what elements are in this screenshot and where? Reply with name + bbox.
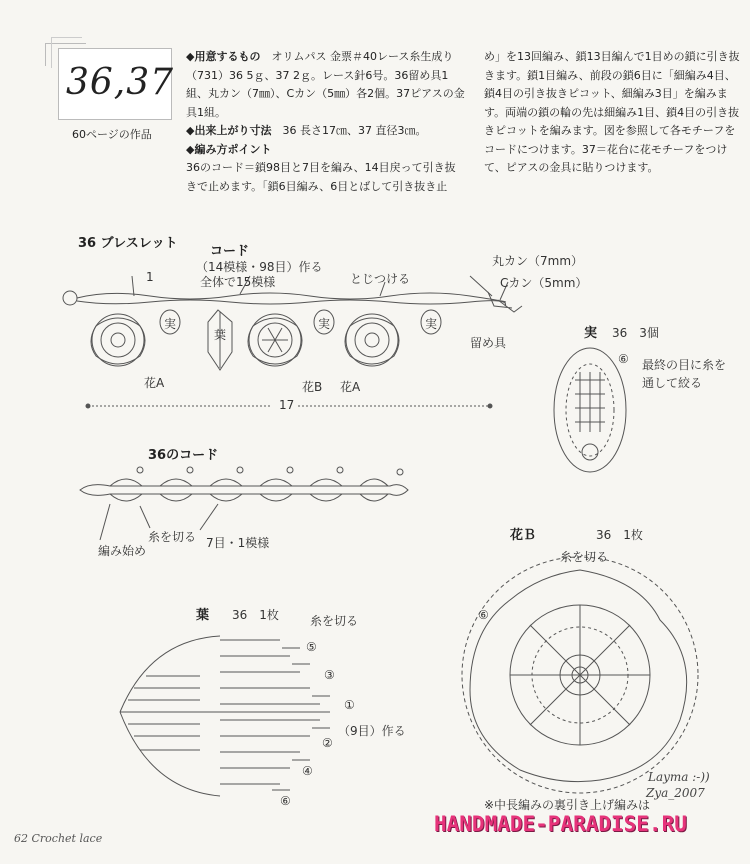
flower-b-chart [462,557,698,793]
cord-chart-title: 36のコード [148,448,219,463]
flower-a-left [91,314,145,366]
size-heading: ◆出来上がり寸法 [186,124,272,137]
berry-count: 36 3個 [612,326,659,340]
berry-round-marker: ⑥ [618,352,629,366]
cord-label: コード [210,244,250,259]
cord-detail-1: （14模様・98目）作る [196,260,323,274]
watermark-brand: HANDMADE-PARADISE.RU [434,812,687,836]
flower-b-count: 36 1枚 [596,528,643,542]
leaf-char: 葉 [214,328,227,342]
leaf-row-2: ② [322,736,333,750]
flower-b-cut: 糸を切る [560,550,609,564]
flower-b-round: ⑥ [478,608,489,622]
bracelet-cord-diagram [63,276,522,312]
signature-1: Layma :-)) [648,770,710,784]
leaf-cut: 糸を切る [310,614,359,628]
points-text: 36のコード＝鎖98目と7目を編み、14目戻って引き抜きで止めます。「鎖6目編み、6目とばして引き抜き止 [186,161,456,193]
ring1-label: 丸カン（7mm） [492,254,584,268]
size-text: 36 長さ17㎝、37 直径3㎝。 [282,124,427,137]
leaf-row-4: ④ [302,764,313,778]
berry-note-1: 最終の目に糸を [642,358,727,372]
cord-chart [80,467,408,540]
length-label: 17 [276,398,297,412]
materials-text: オリムパス 金票＃40レース糸生成り（731）36 5ｇ、37 2ｇ。レース針6号。36留め具1組、丸カン（7㎜）、Cカン（5㎜）各2個。37ピアスの金具1組。 [186,50,465,119]
flower-a-label-2: 花A [340,380,361,394]
signature-2: Zya_2007 [646,786,705,800]
leaf-row-5: ⑤ [306,640,317,654]
cord-start: 編み始め [98,544,147,558]
leaf-row-6: ⑥ [280,794,291,808]
leaf-count: 36 1枚 [232,608,279,622]
flower-a-label-1: 花A [144,376,165,390]
flower-b-center [248,314,302,366]
instructions-right: め」を13回編み、鎖13目編んで1目めの鎖に引き抜きます。鎖1目編み、前段の鎖6目に「細編み4目、鎖4目の引き抜きピコット、細編み3目」を編みます。両端の鎖の輪の先は細編み1目、鎖4目の引き抜きピコットを編みます。図を参照して各モチーフをコードにつけます。37＝花台に花モチーフをつけて、ピアスの金具に貼りつけます。 [484,50,740,174]
cord-repeat: 7目・1模様 [206,536,270,550]
berry-title: 実 [584,326,598,341]
berry-note-2: 通して絞る [642,376,703,390]
leaf-row-3: ③ [324,668,335,682]
leaf-title: 葉 [196,608,210,623]
berry-char-2: 実 [318,317,331,331]
leaf-chain-start: （9目）作る [338,724,406,738]
flower-b-label: 花B [302,380,323,394]
flower-b-note: ※中長編みの裏引き上げ編みは [484,798,651,812]
berry-char-1: 実 [164,317,177,331]
pattern-number: 36,37 [66,62,175,103]
cord-detail-2: 全体で15模様 [200,275,276,289]
berry-char-3: 実 [425,317,438,331]
start-number: 1 [146,270,154,284]
flower-b-title: 花Ｂ [510,528,537,543]
leaf-row-1: ① [344,698,355,712]
flower-a-right [345,314,399,366]
bracelet-title: 36 ブレスレット [78,236,178,251]
clasp-label: 留め具 [470,336,507,350]
materials-heading: ◆用意するもの [186,50,261,63]
cord-cut: 糸を切る [148,530,197,544]
berry-motifs [160,310,441,334]
page-footer: 62 Crochet lace [14,832,103,845]
points-heading: ◆編み方ポイント [186,142,272,156]
page-reference: 60ページの作品 [72,128,152,141]
ring2-label: Cカン（5mm） [500,276,588,290]
join-label: とじつける [350,272,411,286]
leaf-chart [120,636,330,796]
berry-chart [554,348,626,472]
